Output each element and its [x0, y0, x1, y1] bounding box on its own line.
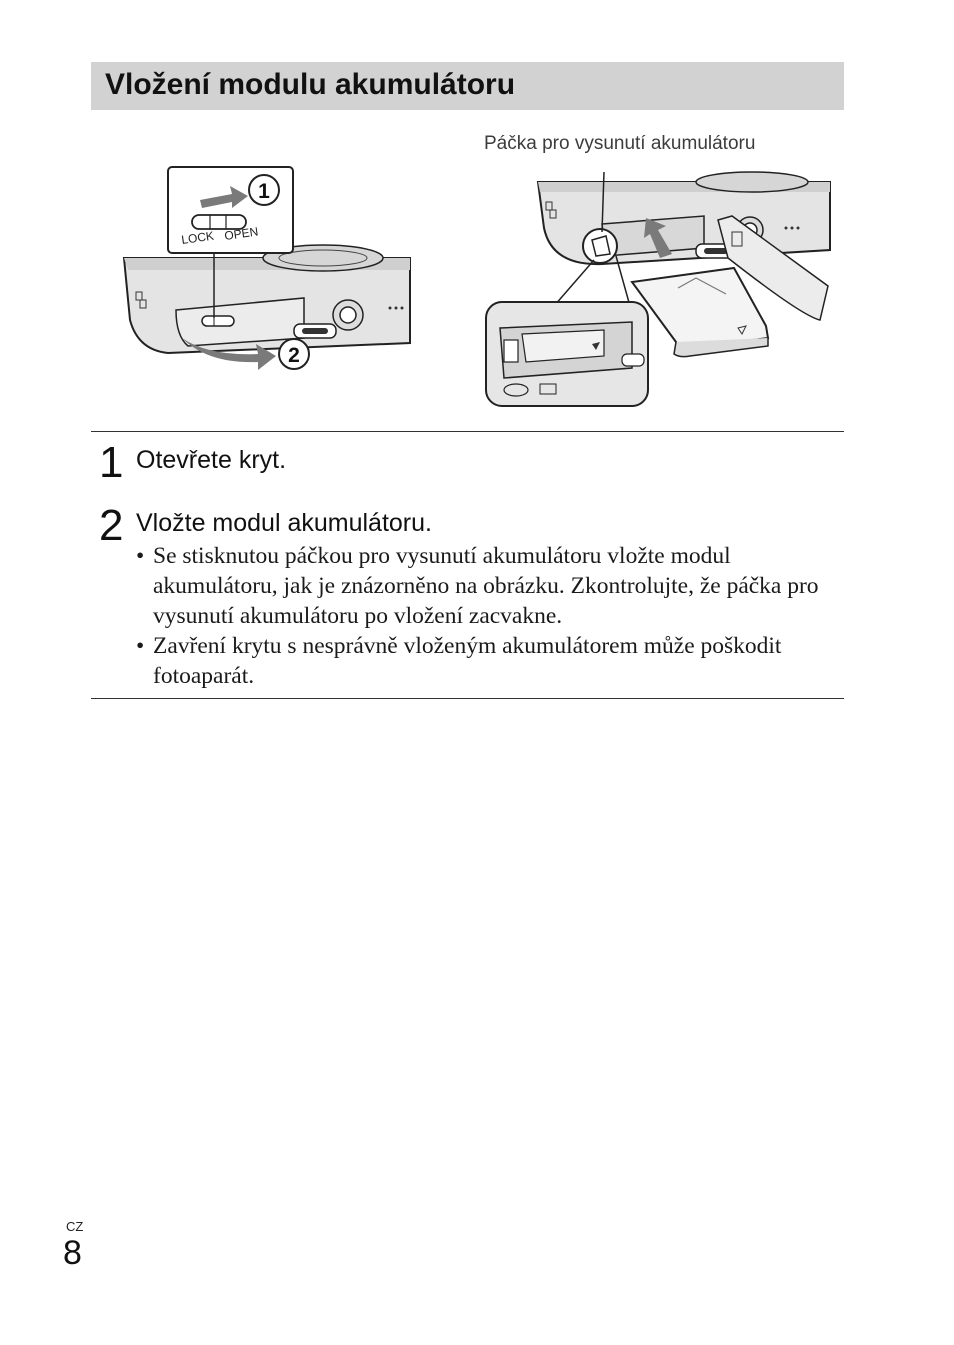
- page-number: 8: [63, 1234, 82, 1272]
- callout-2-label: 2: [288, 344, 300, 367]
- section-title: Vložení modulu akumulátoru: [105, 68, 516, 101]
- lock-lever: [202, 316, 234, 326]
- step-2-bullets: [136, 541, 826, 691]
- eject-lever-highlight: [583, 229, 617, 263]
- bottom-rule: [91, 698, 844, 699]
- lock-label: LOCK: [180, 228, 215, 247]
- bullet-item: • Zavření krytu s nesprávně vloženým akumulátorem může poškodit fotoaparát.: [136, 631, 826, 691]
- callout-1-label: 1: [258, 180, 270, 203]
- step-2-number: 2: [99, 501, 124, 550]
- step-1-number: 1: [99, 438, 124, 487]
- open-cover-illustration: [118, 160, 414, 375]
- lever-caption: Páčka pro vysunutí akumulátoru: [484, 133, 756, 154]
- top-rule: [91, 431, 844, 432]
- step-2-title: Vložte modul akumulátoru.: [136, 509, 432, 537]
- step-1-title: Otevřete kryt.: [136, 446, 287, 474]
- insert-battery-illustration: [482, 158, 834, 410]
- section-header-bar: [91, 62, 844, 110]
- bullet-item: • Se stisknutou páčkou pro vysunutí akumulátoru vložte modul akumulátoru, jak je znázorněno na obrázku. Zkontrolujte, že páčka pro vysunutí akumulátoru po vložení zacvakne.: [136, 541, 826, 631]
- language-code: CZ: [66, 1219, 84, 1234]
- open-label: OPEN: [223, 224, 260, 243]
